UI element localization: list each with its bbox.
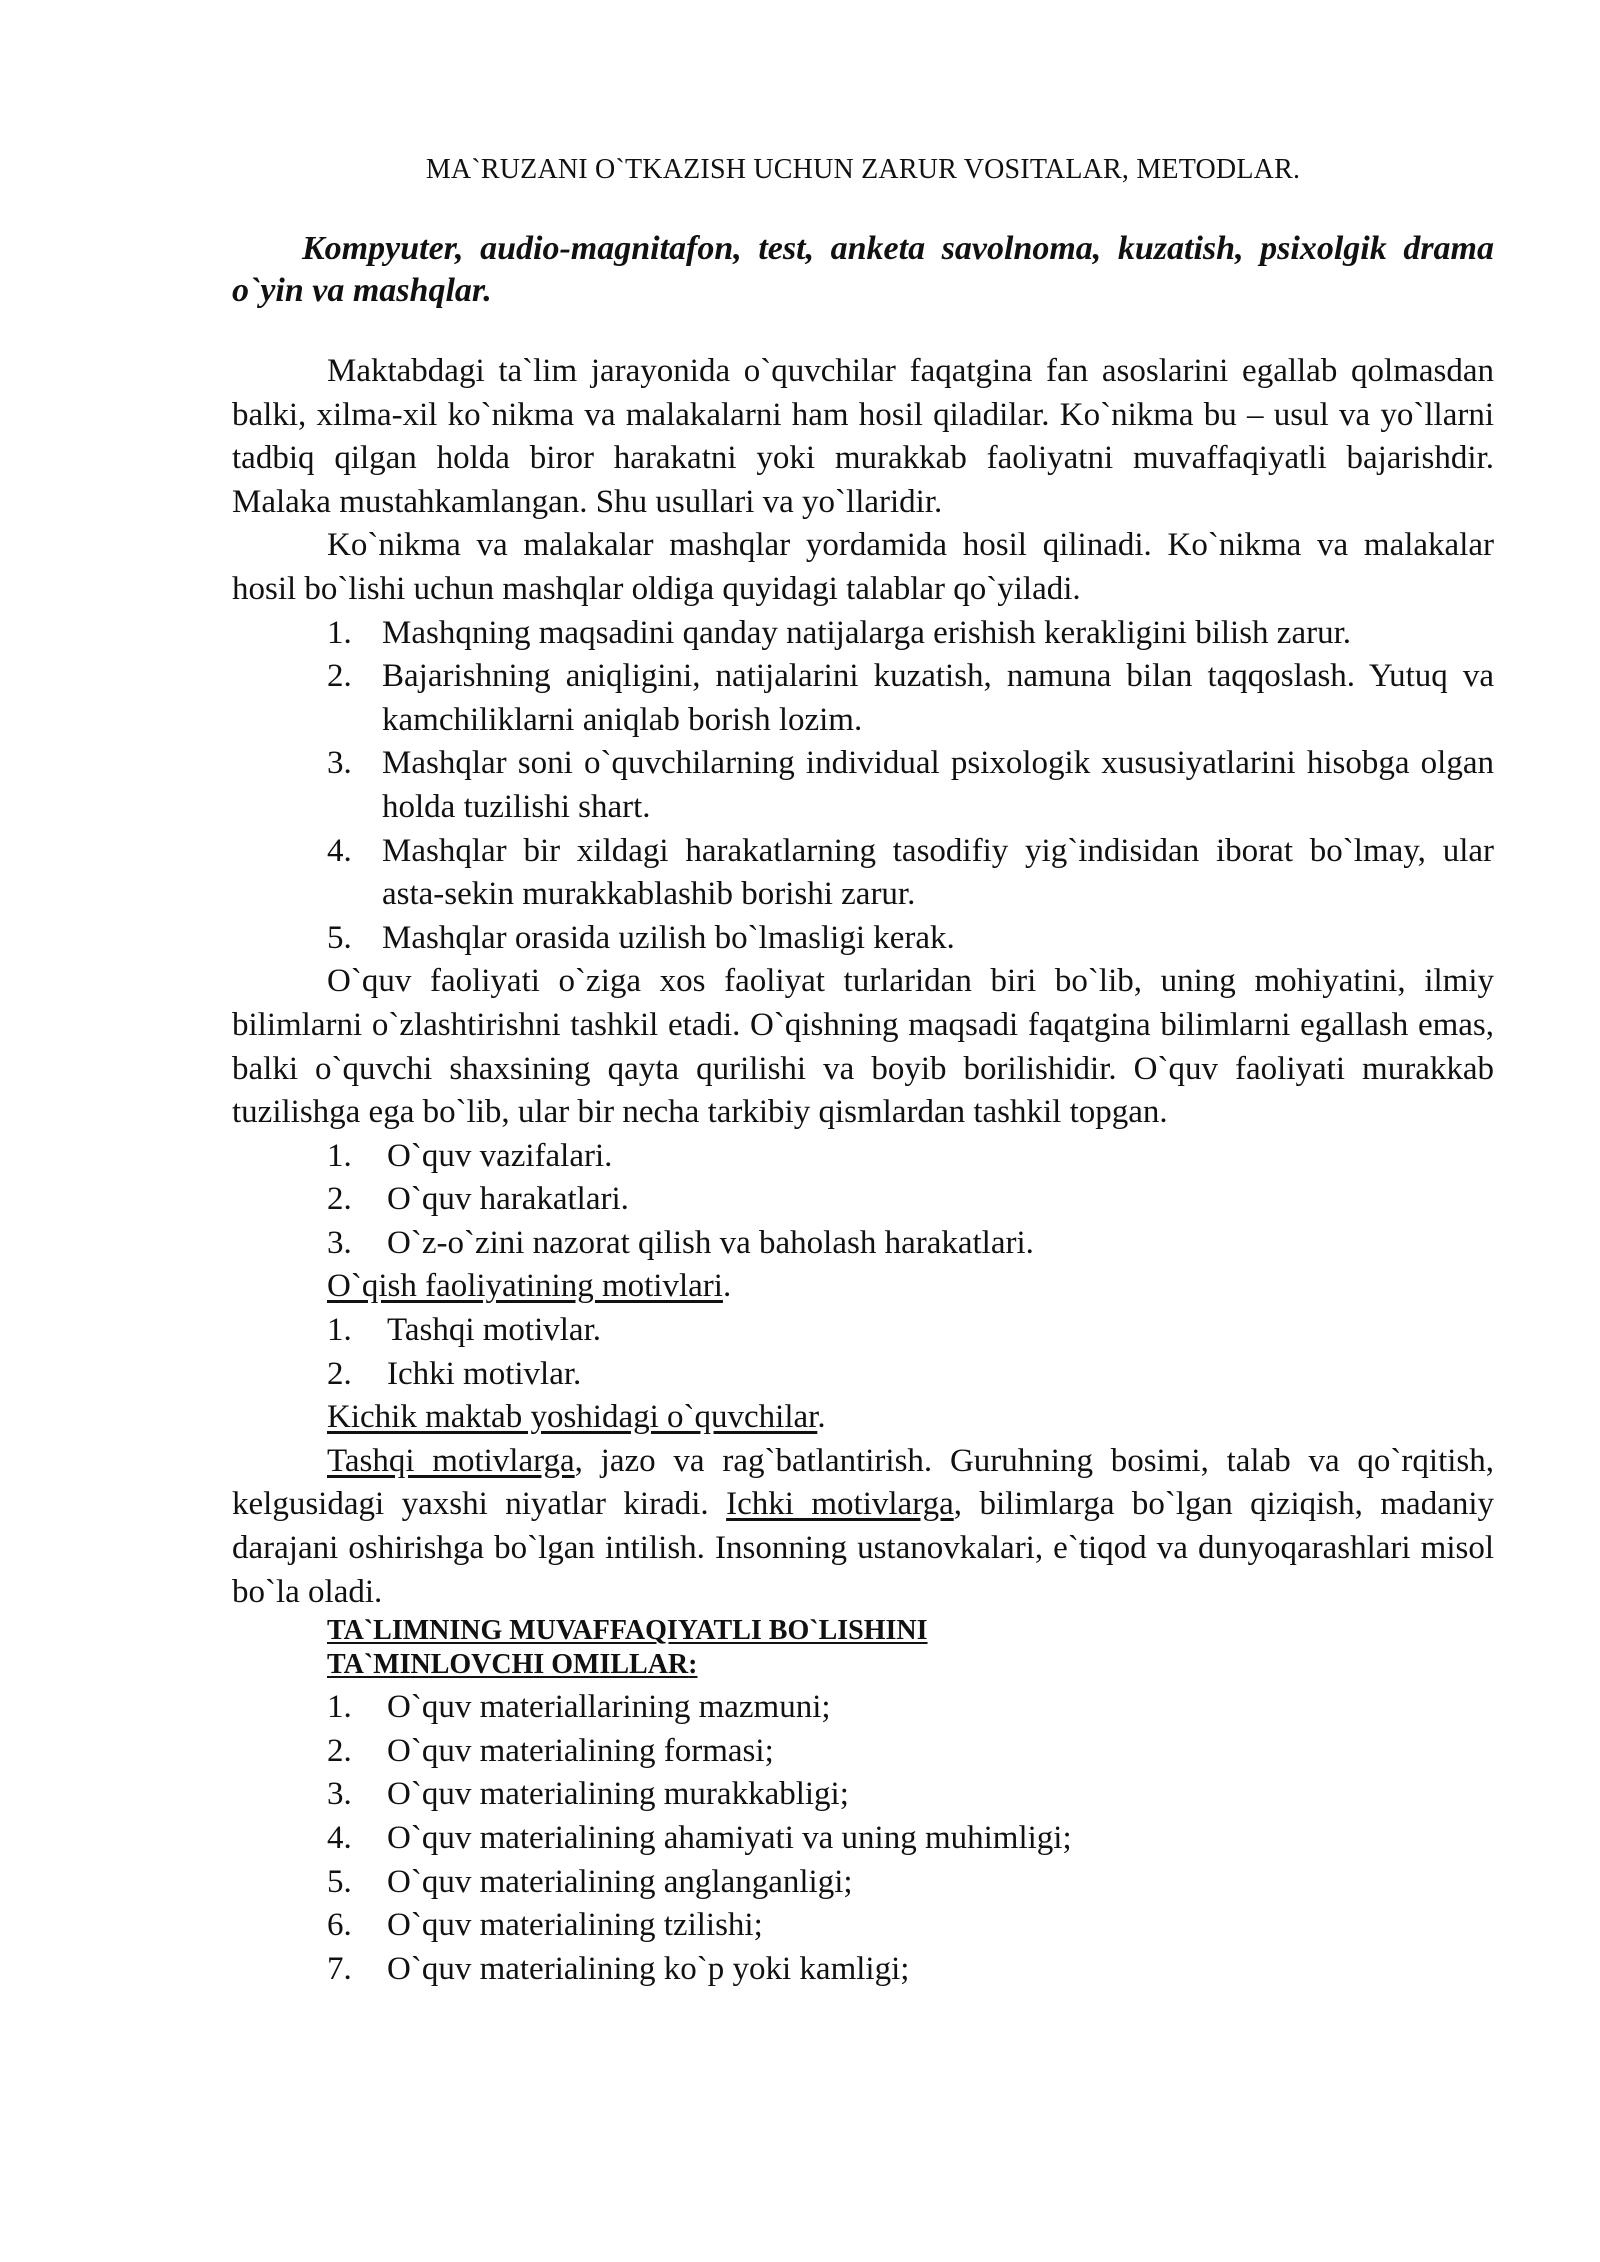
motives-list bbox=[232, 1309, 1494, 1396]
list-item: 4. O`quv materialining ahamiyati va uning muhimligi; bbox=[327, 1820, 1072, 1856]
list-item: 2. Bajarishning aniqligini, natijalarini kuzatish, namuna bilan taqqoslash. Yutuq va kamchiliklarni aniqlab borish lozim. bbox=[327, 658, 1494, 738]
factors-list bbox=[232, 1686, 1494, 1991]
list-item: 2. O`quv harakatlari. bbox=[327, 1181, 629, 1218]
list-item: 1. Mashqning maqsadini qanday natijalarga erishish kerakligini bilish zarur. bbox=[327, 614, 1352, 651]
list-item: 4. Mashqlar bir xildagi harakatlarning tasodifiy yig`indisidan iborat bo`lmay, ular asta-sekin murakkablashib borishi zarur. bbox=[327, 832, 1494, 913]
paragraph-learning-activity: O`quv faoliyati o`ziga xos faoliyat turlaridan biri bo`lib, uning mohiyatini, ilmiy bilimlarni o`zlashtirishni tashkil etadi. O`qishning maqsadi faqatgina bilimlarni egallash emas, balki o`quvchi shaxsining qayta qurilishi va boyib borilishidir. O`quv faoliyati murakkab tuzilishga ega bo`lib, ular bir necha tarkibiy qismlardan tashkil topgan. bbox=[232, 963, 1494, 1131]
motives-heading: O`qish faoliyatining motivlari. bbox=[327, 1268, 732, 1305]
list-item: 2. O`quv materialining formasi; bbox=[327, 1732, 774, 1769]
paragraph-exercises: Ko`nikma va malakalar mashqlar yordamida hosil qilinadi. Ko`nikma va malakalar hosil bo`lishi uchun mashqlar oldiga quyidagi talablar qo`yiladi. bbox=[232, 527, 1494, 607]
list-item: 1. O`quv vazifalari. bbox=[327, 1137, 613, 1174]
list-item: 5. O`quv materialining anglanganligi; bbox=[327, 1863, 853, 1900]
intro-tools: Kompyuter, audio-magnitafon, test, anketa savolnoma, kuzatish, psixolgik drama o`yin va mashqlar. bbox=[232, 230, 1494, 309]
list-item: 7. O`quv materialining ko`p yoki kamligi; bbox=[327, 1950, 910, 1987]
list-item: 1. Tashqi motivlar. bbox=[327, 1312, 602, 1349]
paragraph-skills: Maktabdagi ta`lim jarayonida o`quvchilar faqatgina fan asoslarini egallab qolmasdan balki, xilma-xil ko`nikma va malakalarni ham hosil qiladilar. Ko`nikma bu – usul va yo`llarni tadbiq qilgan holda biror harakatni yoki murakkab faoliyatni muvaffaqiyatli bajarishdir. Malaka mustahkamlangan. Shu usullari va yo`llaridir. bbox=[232, 353, 1494, 520]
list-item: 5. Mashqlar orasida uzilish bo`lmasligi kerak. bbox=[327, 919, 955, 956]
list-item: 3. O`quv materialining murakkabligi; bbox=[327, 1776, 849, 1813]
factors-heading-line-2: TA`MINLOVCHI OMILLAR: bbox=[327, 1649, 698, 1681]
requirements-list bbox=[232, 612, 1494, 961]
document-body bbox=[232, 150, 1494, 1991]
list-item: 6. O`quv materialining tzilishi; bbox=[327, 1907, 763, 1944]
list-item: 3. O`z-o`zini nazorat qilish va baholash harakatlari. bbox=[327, 1224, 1034, 1261]
page-title: MA`RUZANI O`TKAZISH UCHUN ZARUR VOSITALAR, METODLAR. bbox=[425, 154, 1301, 185]
activity-parts-list bbox=[232, 1135, 1494, 1266]
young-pupils-heading: Kichik maktab yoshidagi o`quvchilar. bbox=[327, 1399, 826, 1436]
list-item: 2. Ichki motivlar. bbox=[327, 1355, 582, 1392]
list-item: 3. Mashqlar soni o`quvchilarning individual psixologik xususiyatlarini hisobga olgan holda tuzilishi shart. bbox=[327, 745, 1494, 825]
factors-heading-line-1: TA`LIMNING MUVAFFAQIYATLI BO`LISHINI bbox=[327, 1615, 928, 1647]
list-item: 1. O`quv materiallarining mazmuni; bbox=[327, 1689, 831, 1726]
paragraph-motives: Tashqi motivlarga, jazo va rag`batlantirish. Guruhning bosimi, talab va qo`rqitish, kelgusidagi yaxshi niyatlar kiradi. Ichki motivlarga, bilimlarga bo`lgan qiziqish, madaniy darajani oshirishga bo`lgan intilish. Insonning ustanovkalari, e`tiqod va dunyoqarashlari misol bo`la oladi. bbox=[232, 1442, 1495, 1610]
